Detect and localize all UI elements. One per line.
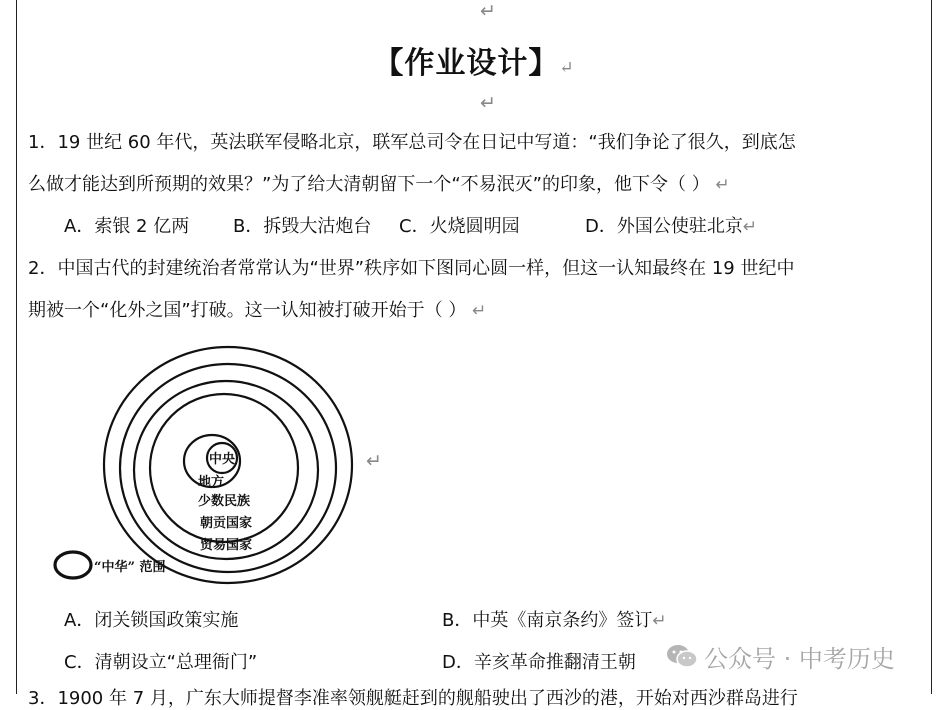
ring-label-local: 地方 <box>197 475 225 490</box>
wechat-icon <box>666 643 698 669</box>
ring-label-minorities: 少数民族 <box>197 494 251 509</box>
q2-line2: 期被一个“化外之国”打破。这一认知被打破开始于（ ） ↵ <box>28 300 487 321</box>
legend-circle <box>55 552 91 578</box>
paragraph-mark: ↵ <box>480 92 496 114</box>
watermark <box>666 640 895 672</box>
page-title <box>0 38 948 82</box>
q1-line1: 1．19 世纪 60 年代，英法联军侵略北京，联军总司令在日记中写道：“我们争论了很久，到底怎 <box>28 132 796 153</box>
q1-line2: 么做才能达到所预期的效果？”为了给大清朝留下一个“不易泯灭”的印象，他下令（ ） ↵ <box>28 174 730 195</box>
q2-option-c: C．清朝设立“总理衙门” <box>64 652 258 673</box>
concentric-circles-figure <box>46 340 386 585</box>
ring-label-center: 中央 <box>208 452 236 467</box>
right-margin-line <box>931 0 932 694</box>
q1-option-b: B．拆毁大沽炮台 <box>233 216 372 237</box>
q3-partial-line: 3．1900 年 7 月，广东大师提督李准率领舰艇赶到的舰船驶出了西沙的港，开始对西沙群岛进行 <box>28 688 798 709</box>
q2-option-b: B．中英《南京条约》签订↵ <box>442 610 667 631</box>
paragraph-mark: ↵ <box>366 450 382 472</box>
q2-line1: 2．中国古代的封建统治者常常认为“世界”秩序如下图同心圆一样，但这一认知最终在 19 世纪中 <box>28 258 795 279</box>
q1-option-d: D．外国公使驻北京↵ <box>585 216 758 237</box>
q1-option-a: A．索银 2 亿两 <box>64 216 190 237</box>
q2-option-d: D．辛亥革命推翻清王朝 <box>442 652 636 673</box>
ring-label-tributary: 朝贡国家 <box>199 516 253 531</box>
left-margin-line <box>16 0 17 694</box>
paragraph-mark: ↵ <box>559 58 575 78</box>
legend-label: “中华” 范围 <box>94 560 166 575</box>
ring-label-trade: 贸易国家 <box>199 538 253 553</box>
q1-option-c: C．火烧圆明园 <box>399 216 520 237</box>
ring-3 <box>134 381 318 559</box>
watermark-text: 公众号 · 中考历史 <box>704 644 895 673</box>
paragraph-mark: ↵ <box>480 0 496 22</box>
title-text: 【作业设计】 <box>373 46 560 81</box>
q2-option-a: A．闭关锁国政策实施 <box>64 610 239 631</box>
